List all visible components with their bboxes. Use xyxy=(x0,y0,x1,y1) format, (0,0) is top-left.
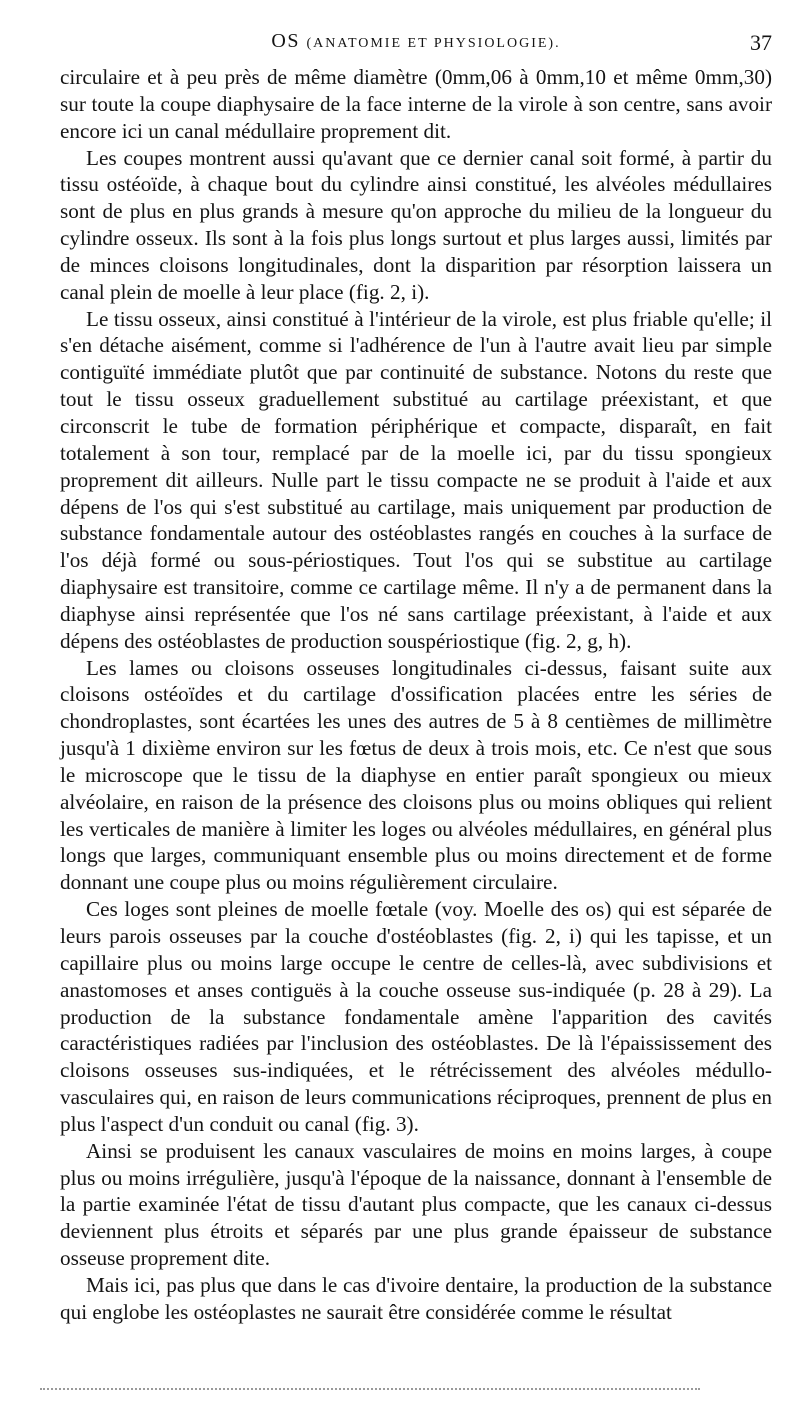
body-text xyxy=(60,64,772,1326)
footer-dotted-rule xyxy=(40,1388,700,1390)
paragraph-4: Les lames ou cloisons osseuses longitudinales ci-dessus, faisant suite aux cloisons ostéoïdes et du cartilage d'ossification placées entre les séries de chondroplastes, sont écartées les unes des autres de 5 à 8 centièmes de millimètre jusqu'à 1 dixième environ sur les fœtus de deux à trois mois, etc. Ce n'est que sous le microscope que le tissu de la diaphyse en entier paraît spongieux ou mieux alvéolaire, en raison de la présence des cloisons plus ou moins obliques qui relient les verticales de manière à limiter les loges ou alvéoles médullaires, en général plus longs que larges, communiquant ensemble plus ou moins directement et de forme donnant une coupe plus ou moins régulièrement circulaire. xyxy=(60,655,772,895)
running-header xyxy=(60,30,772,60)
page-number: 37 xyxy=(750,30,772,55)
running-title-sub: (ANATOMIE ET PHYSIOLOGIE). xyxy=(306,36,561,51)
paragraph-5: Ces loges sont pleines de moelle fœtale (voy. Moelle des os) qui est séparée de leurs parois osseuses par la couche d'ostéoblastes (fig. 2, i) qui les tapisse, et un capillaire plus ou moins large occupe le centre de celles-là, avec subdivisions et anastomoses et anses contiguës à la couche osseuse sus-indiquée (p. 28 à 29). La production de la substance fondamentale amène l'apparition des cavités caractéristiques radiées par l'inclusion des ostéoblastes. De là l'épaississement des cloisons osseuses sus-indiquées, et le rétrécissement des alvéoles médullo-vasculaires qui, en raison de leurs communications réciproques, prennent de plus en plus l'aspect d'un conduit ou canal (fig. 3). xyxy=(60,897,772,1136)
paragraph-3: Le tissu osseux, ainsi constitué à l'intérieur de la virole, est plus friable qu'elle; il s'en détache aisément, comme si l'adhérence de l'un à l'autre avait lieu par simple contiguïté immédiate plutôt que par continuité de substance. Notons du reste que tout le tissu osseux graduellement substitué au cartilage préexistant, et que circonscrit le tube de formation périphérique et compacte, disparaît, en fait totalement à son tour, remplacé par de la moelle ici, par du tissu spongieux proprement dit ailleurs. Nulle part le tissu compacte ne se produit à l'aide et aux dépens de l'os qui s'est substitué au cartilage, mais uniquement par production de substance fondamentale autour des ostéoblastes rangés en couches à la surface de l'os déjà formé ou sous-périostiques. Tout l'os qui se substitue au cartilage diaphysaire est transitoire, comme ce cartilage même. Il n'y a de permanent dans la diaphyse ainsi représentée que l'os né sans cartilage préexistant, à l'aide et aux dépens des ostéoblastes de production souspériostique (fig. 2, g, h). xyxy=(60,306,772,653)
running-title xyxy=(60,30,772,53)
paragraph-7: Mais ici, pas plus que dans le cas d'ivoire dentaire, la production de la substance qui englobe les ostéoplastes ne saurait être considérée comme le résultat xyxy=(60,1272,772,1324)
running-title-main: OS xyxy=(271,30,300,52)
paragraph-6: Ainsi se produisent les canaux vasculaires de moins en moins larges, à coupe plus ou moins irrégulière, jusqu'à l'époque de la naissance, donnant à l'ensemble de la partie examinée l'état de tissu d'autant plus compacte, que les canaux ci-dessus deviennent plus étroits et séparés par une plus grande épaisseur de substance osseuse proprement dite. xyxy=(60,1138,772,1271)
paragraph-1: circulaire et à peu près de même diamètre (0mm,06 à 0mm,10 et même 0mm,30) sur toute la coupe diaphysaire de la face interne de la virole à son centre, sans avoir encore ici un canal médullaire proprement dit. xyxy=(60,65,772,143)
paragraph-2: Les coupes montrent aussi qu'avant que ce dernier canal soit formé, à partir du tissu ostéoïde, à chaque bout du cylindre ainsi constitué, les alvéoles médullaires sont de plus en plus grands à mesure qu'on approche du milieu de la longueur du cylindre osseux. Ils sont à la fois plus longs surtout et plus larges aussi, limités par de minces cloisons longitudinales, dont la disparition par résorption laissera un canal plein de moelle à leur place (fig. 2, i). xyxy=(60,145,772,304)
